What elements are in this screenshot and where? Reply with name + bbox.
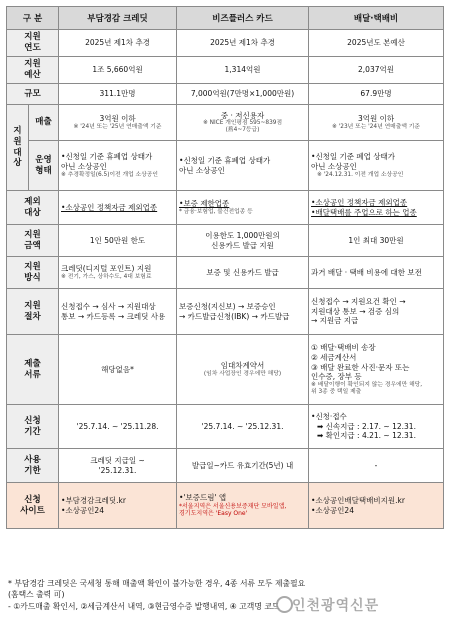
site-link-delivery[interactable]: •소상공인배달택배비지원.kr	[311, 495, 405, 505]
table-row	[7, 405, 444, 449]
row-label-exclusion: 제외 대상	[7, 191, 59, 225]
row-label-target-group: 지 원 대 상	[7, 105, 29, 191]
cell: 1인 최대 30만원	[309, 225, 444, 257]
table-header-row	[7, 7, 444, 30]
row-label-support-year: 지원 연도	[7, 30, 59, 57]
cell: 2025년도 본예산	[309, 30, 444, 57]
cell: 크레딧 지급일 ~ '25.12.31.	[59, 449, 177, 483]
table-row	[7, 57, 444, 84]
header-burden-credit: 부담경감 크레딧	[59, 7, 177, 30]
cell: 67.9만명	[309, 84, 444, 105]
row-label-scale: 규모	[7, 84, 59, 105]
cell: 1인 50만원 한도	[59, 225, 177, 257]
row-label-procedure: 지원 절차	[7, 289, 59, 335]
cell: 신청접수 → 심사 → 지원대상 통보 → 카드등록 → 크레딧 사용	[59, 289, 177, 335]
cell: 311.1만명	[59, 84, 177, 105]
cell: 3억원 이하 ※ '24년 또는 '25년 연매출액 기준	[59, 105, 177, 141]
cell: •신청일 기준 폐업 상태가 아닌 소상공인 ※ '24.12.31. 이전 개업 소상공인	[309, 141, 444, 191]
footnote-line: * 부담경감 크레딧은 국세청 통해 매출액 확인이 불가능한 경우, 4종 서류 모두 제출필요	[8, 579, 306, 588]
row-label-support-budget: 지원 예산	[7, 57, 59, 84]
cell: 발급일~카드 유효기간(5년) 내	[177, 449, 309, 483]
row-label-amount: 지원 금액	[7, 225, 59, 257]
cell: 1조 5,660억원	[59, 57, 177, 84]
watermark-logo-icon	[276, 596, 293, 613]
header-bizplus-card: 비즈플러스 카드	[177, 7, 309, 30]
cell: 3억원 이하 ※ '23년 또는 '24년 연매출액 기준	[309, 105, 444, 141]
cell: 2025년 제1차 추경	[177, 30, 309, 57]
cell: •소상공인 정책자금 제외업종 •배달택배를 주업으로 하는 업종	[309, 191, 444, 225]
cell	[59, 483, 177, 529]
header-delivery-cost: 배달·택배비	[309, 7, 444, 30]
footnote-line: (홈택스 출력 可)	[8, 590, 65, 600]
cell: 중 · 저신용자 ※ NICE 개인평점 595~839점 (舊4~7등급)	[177, 105, 309, 141]
cell: •소상공인 정책자금 제외업종	[59, 191, 177, 225]
row-label-period: 신청 기간	[7, 405, 59, 449]
row-label-site: 신청 사이트	[7, 483, 59, 529]
row-label-operation: 운영 형태	[29, 141, 59, 191]
site-link-credit[interactable]: •부담경감크레딧.kr	[61, 495, 126, 505]
cell: 신청접수 → 지원요건 확인 → 지원대상 통보 → 검증 심의 → 지원금 지급	[309, 289, 444, 335]
table-row	[7, 225, 444, 257]
cell: -	[309, 449, 444, 483]
cell: •신청·접수 ➡ 신속지급 : 2.17. ~ 12.31. ➡ 확인지급 : 4.21. ~ 12.31.	[309, 405, 444, 449]
site-link-sosang24-2[interactable]: •소상공인24	[311, 505, 354, 515]
cell: 보증 및 신용카드 발급	[177, 257, 309, 289]
cell: 7,000억원(7만명×1,000만원)	[177, 84, 309, 105]
watermark: 인천광역신문	[292, 598, 380, 614]
cell: 임대차계약서 (임차 사업장인 경우에만 해당)	[177, 335, 309, 405]
support-comparison-table	[6, 6, 444, 529]
cell: •보증 제한업종 * 금융·보험업, 불건전업종 등	[177, 191, 309, 225]
site-link-bojeung-app[interactable]: •'보증드림' 앱	[179, 493, 227, 503]
cell: 크레딧(디지털 포인트) 지원 ※ 전기, 가스, 상하수도, 4대 보험료	[59, 257, 177, 289]
table-row	[7, 483, 444, 529]
cell: 해당없음*	[59, 335, 177, 405]
footnote-line: - ①카드매출 확인서, ②세금계산서 내역, ③현금영수증 발행내역, ④ 고객명 코드	[8, 601, 280, 611]
row-label-method: 지원 방식	[7, 257, 59, 289]
table-row	[7, 105, 444, 141]
header-category: 구 분	[7, 7, 59, 30]
table-row	[7, 141, 444, 191]
table-row	[7, 30, 444, 57]
table-row	[7, 335, 444, 405]
cell: 이용한도 1,000만원의 신용카드 발급 지원	[177, 225, 309, 257]
cell: •'보증드림' 앱 *서울지역은 서울신용보증재단 모바일앱, 경기도지역은 'Easy One'	[177, 483, 309, 529]
table-row	[7, 191, 444, 225]
row-label-documents: 제출 서류	[7, 335, 59, 405]
cell: '25.7.14. ~ '25.12.31.	[177, 405, 309, 449]
cell: •신청일 기준 휴폐업 상태가 아닌 소상공인 ※ 추경확정일(6.5)이전 개업 소상공인	[59, 141, 177, 191]
site-link-sosang24[interactable]: •소상공인24	[61, 505, 104, 515]
cell: 과거 배달 · 택배 비용에 대한 보전	[309, 257, 444, 289]
table-row	[7, 84, 444, 105]
cell: 보증신청(지신보) → 보증승인 → 카드발급신청(IBK) → 카드발급	[177, 289, 309, 335]
row-label-sales: 매출	[29, 105, 59, 141]
table-row	[7, 449, 444, 483]
cell: •신청일 기준 휴폐업 상태가 아닌 소상공인	[177, 141, 309, 191]
table-row	[7, 257, 444, 289]
cell: 1,314억원	[177, 57, 309, 84]
cell: '25.7.14. ~ '25.11.28.	[59, 405, 177, 449]
row-label-usage: 사용 기한	[7, 449, 59, 483]
table-row	[7, 289, 444, 335]
cell	[309, 483, 444, 529]
cell: 2,037억원	[309, 57, 444, 84]
cell: 2025년 제1차 추경	[59, 30, 177, 57]
cell: ① 배달·택배비 송장 ② 세금계산서 ③ 배달 완료한 사진·문자 또는 인수증, 장부 등 ※ 배달이행이 확인되지 않는 경우에만 해당, 위 3종 중 택일 제출	[309, 335, 444, 405]
